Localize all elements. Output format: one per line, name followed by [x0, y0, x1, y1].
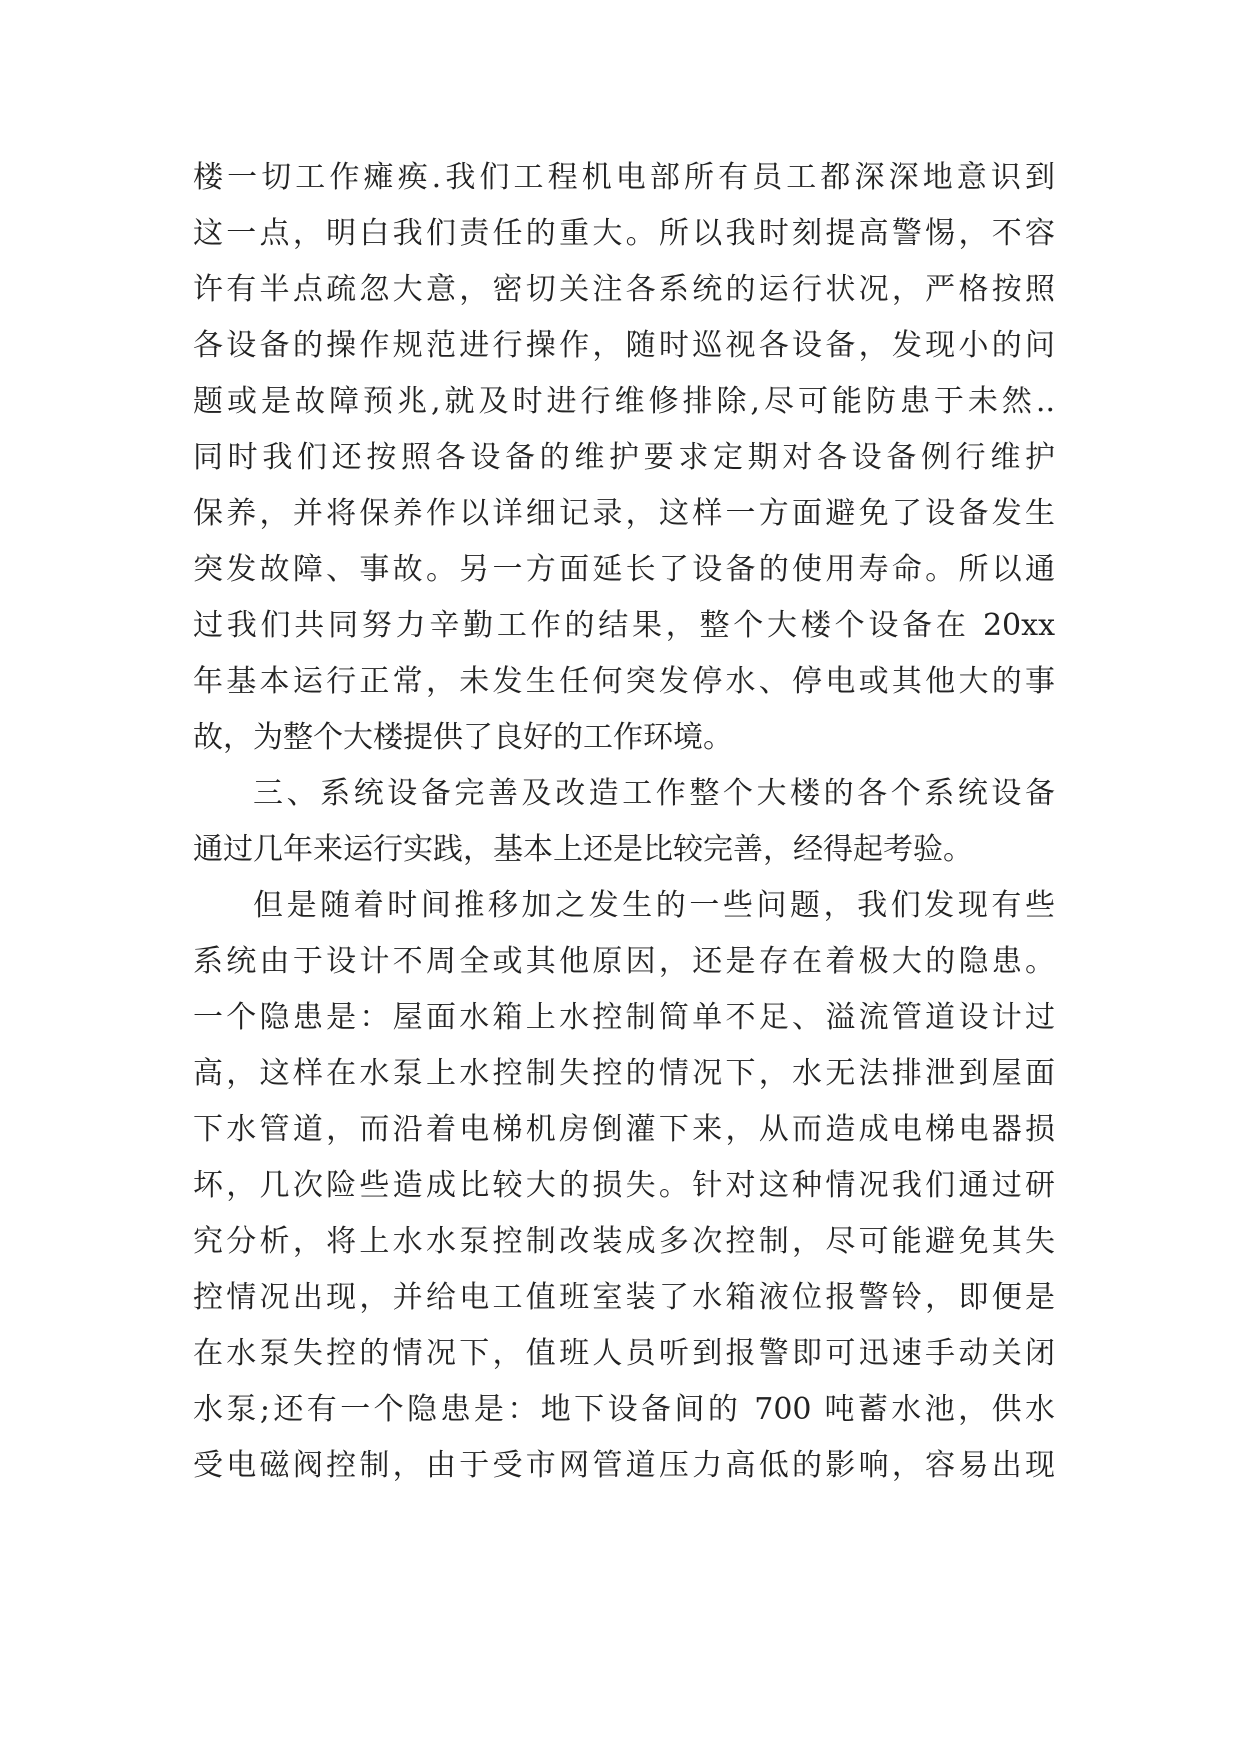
text-line: 故，为整个大楼提供了良好的工作环境。 — [193, 720, 733, 755]
text-line: 下水管道，而沿着电梯机房倒灌下来，从而造成电梯电器损 — [193, 1112, 1055, 1147]
text-line: 水泵;还有一个隐患是：地下设备间的 700 吨蓄水池，供水 — [193, 1392, 1055, 1427]
text-line: 突发故障、事故。另一方面延长了设备的使用寿命。所以通 — [193, 552, 1055, 587]
text-line: 同时我们还按照各设备的维护要求定期对各设备例行维护 — [193, 440, 1055, 475]
text-line: 究分析，将上水水泵控制改装成多次控制，尽可能避免其失 — [193, 1224, 1055, 1259]
text-line: 各设备的操作规范进行操作，随时巡视各设备，发现小的问 — [193, 328, 1055, 363]
text-line: 楼一切工作瘫痪.我们工程机电部所有员工都深深地意识到 — [193, 160, 1055, 195]
text-line: 系统由于设计不周全或其他原因，还是存在着极大的隐患。 — [193, 944, 1055, 979]
text-line: 在水泵失控的情况下，值班人员听到报警即可迅速手动关闭 — [193, 1336, 1055, 1371]
text-line: 保养，并将保养作以详细记录，这样一方面避免了设备发生 — [193, 496, 1055, 531]
section-heading-line: 三、系统设备完善及改造工作整个大楼的各个系统设备 — [253, 776, 1055, 811]
text-line: 高，这样在水泵上水控制失控的情况下，水无法排泄到屋面 — [193, 1056, 1055, 1091]
text-line: 通过几年来运行实践，基本上还是比较完善，经得起考验。 — [193, 832, 973, 867]
body-text — [193, 150, 1055, 1494]
text-line: 一个隐患是：屋面水箱上水控制简单不足、溢流管道设计过 — [193, 1000, 1055, 1035]
text-line: 控情况出现，并给电工值班室装了水箱液位报警铃，即便是 — [193, 1280, 1055, 1315]
text-line: 题或是故障预兆,就及时进行维修排除,尽可能防患于未然.. — [193, 384, 1055, 419]
text-line: 受电磁阀控制，由于受市网管道压力高低的影响，容易出现 — [193, 1448, 1055, 1483]
text-line: 许有半点疏忽大意，密切关注各系统的运行状况，严格按照 — [193, 272, 1055, 307]
text-line: 过我们共同努力辛勤工作的结果，整个大楼个设备在 20xx — [193, 608, 1055, 643]
text-line: 这一点，明白我们责任的重大。所以我时刻提高警惕，不容 — [193, 216, 1055, 251]
text-line: 坏，几次险些造成比较大的损失。针对这种情况我们通过研 — [193, 1168, 1055, 1203]
paragraph-first-line: 但是随着时间推移加之发生的一些问题，我们发现有些 — [253, 888, 1055, 923]
text-line: 年基本运行正常，未发生任何突发停水、停电或其他大的事 — [193, 664, 1055, 699]
